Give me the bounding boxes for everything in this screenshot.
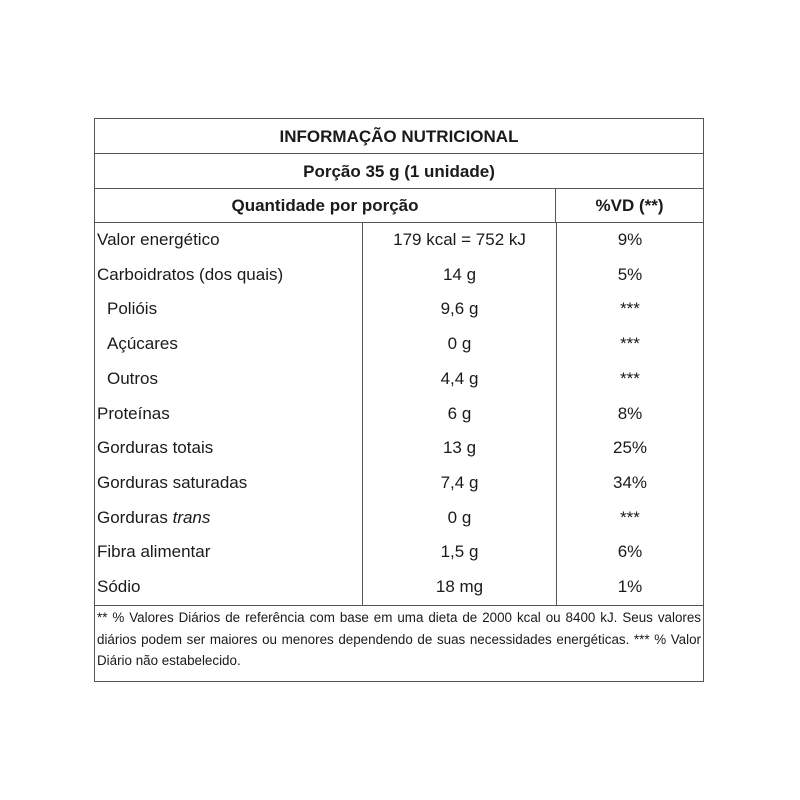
nutrient-amount: 13 g (442, 438, 477, 458)
nutrient-amount: 0 g (447, 334, 472, 354)
nutrient-label-italic: trans (172, 507, 211, 527)
nutrient-daily-value: 34% (612, 472, 648, 492)
nutrient-amount: 179 kcal = 752 kJ (393, 230, 526, 249)
table-row (95, 362, 703, 397)
nutrient-daily-value: *** (620, 368, 640, 388)
nutrient-amount: 14 g (442, 264, 477, 284)
table-row (95, 292, 703, 327)
nutrient-daily-value: 25% (612, 438, 648, 458)
nutrient-label: Gorduras saturadas (97, 472, 248, 492)
table-row (95, 327, 703, 362)
table-row (95, 258, 703, 293)
header-daily-value: %VD (**) (595, 196, 664, 215)
nutrient-label-prefix: Gorduras (97, 507, 173, 527)
nutrient-label: Gorduras totais (97, 438, 214, 458)
nutrient-daily-value: *** (620, 507, 640, 527)
nutrient-amount: 0 g (447, 507, 472, 527)
portion-size: Porção 35 g (1 unidade) (95, 154, 703, 189)
nutrient-daily-value: *** (620, 334, 640, 354)
table-row (95, 501, 703, 536)
nutrient-amount: 9,6 g (440, 299, 479, 319)
nutrient-label (97, 501, 210, 536)
nutrient-daily-value: 1% (617, 577, 643, 596)
nutrient-label: Açúcares (107, 334, 178, 354)
nutrient-label: Carboidratos (dos quais) (97, 264, 284, 284)
nutrient-label: Valor energético (97, 230, 220, 249)
table-row (95, 431, 703, 466)
table-title: INFORMAÇÃO NUTRICIONAL (95, 119, 703, 154)
footnote: ** % Valores Diários de referência com base em uma dieta de 2000 kcal ou 8400 kJ. Seus valores diários podem ser maiores ou menores dependendo de suas necessidades energéticas. *** % Valor Diário não estabelecido. (97, 610, 701, 668)
nutrient-rows (95, 223, 703, 606)
nutrient-daily-value: 9% (617, 230, 643, 249)
nutrient-daily-value: 5% (617, 264, 643, 284)
table-header (95, 189, 703, 223)
nutrient-amount: 4,4 g (440, 368, 479, 388)
nutrition-facts-table (94, 118, 704, 682)
nutrient-label: Fibra alimentar (97, 542, 211, 562)
nutrient-amount: 7,4 g (440, 472, 479, 492)
nutrient-amount: 1,5 g (440, 542, 479, 562)
nutrient-daily-value: *** (620, 299, 640, 319)
table-row (95, 535, 703, 570)
table-row (95, 397, 703, 432)
nutrient-amount: 18 mg (435, 577, 484, 596)
nutrient-daily-value: 8% (617, 403, 643, 423)
nutrient-label: Sódio (97, 577, 141, 596)
header-quantity: Quantidade por porção (95, 189, 556, 222)
table-row (95, 466, 703, 501)
nutrient-amount: 6 g (447, 403, 472, 423)
nutrient-label: Outros (107, 368, 159, 388)
nutrient-label: Proteínas (97, 403, 170, 423)
table-row (95, 570, 703, 605)
table-row (95, 223, 703, 258)
nutrient-label: Polióis (107, 299, 158, 319)
nutrient-daily-value: 6% (617, 542, 643, 562)
